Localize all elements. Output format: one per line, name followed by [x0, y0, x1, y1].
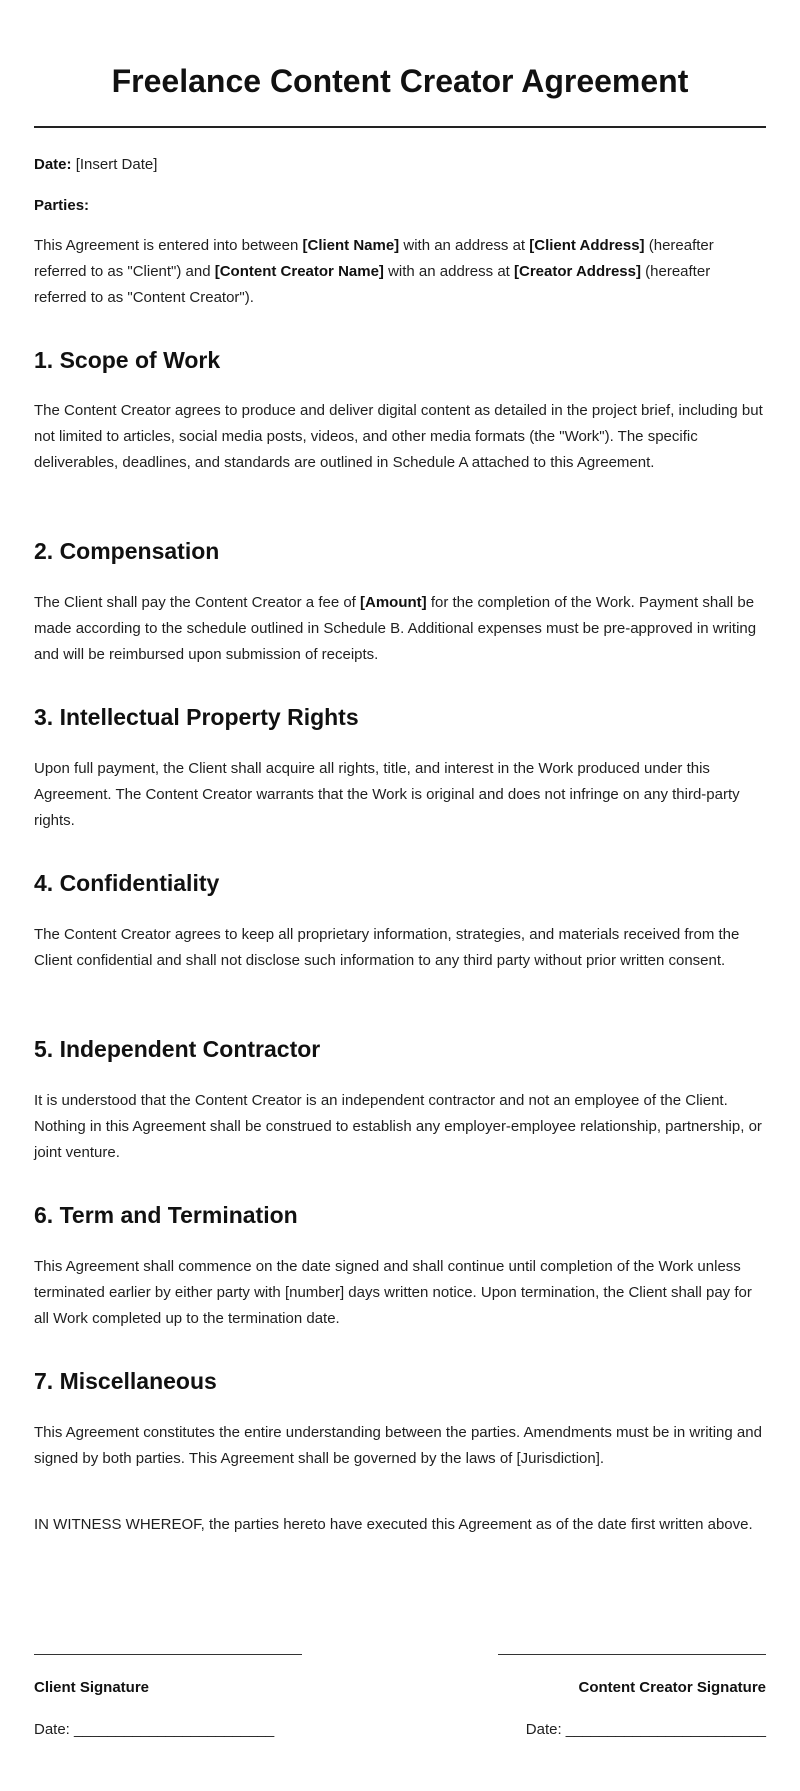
section-1-body: The Content Creator agrees to produce and deliver digital content as detailed in the project brief, including but not limited to articles, social media posts, videos, and other media formats (the "Work"). The specific deliverables, deadlines, and standards are outlined in Schedule A attached to this Agreement. — [34, 402, 763, 471]
client-name: [Client Name] — [302, 237, 400, 254]
witness-paragraph: IN WITNESS WHEREOF, the parties hereto have executed this Agreement as of the date first written above. — [34, 1516, 753, 1533]
client-date-line: Date: ________________________ — [34, 1721, 275, 1738]
section-6-body: This Agreement shall commence on the date signed and shall continue until completion of the Work unless terminated earlier by either party with [number] days written notice. Upon termination, the Client shall pay for all Work completed up to the termination date. — [34, 1258, 752, 1327]
section-5-heading: 5. Independent Contractor — [34, 1036, 321, 1062]
creator-date-line: Date: ________________________ — [525, 1721, 766, 1738]
client-signature-label: Client Signature — [34, 1679, 150, 1696]
parties-text: (hereafter referred to as "Content Creator"). — [34, 263, 711, 306]
amount-placeholder: [Amount] — [360, 594, 427, 611]
section-4-heading: 4. Confidentiality — [34, 870, 220, 896]
parties-label: Parties: — [34, 197, 90, 214]
section-1-heading: 1. Scope of Work — [34, 347, 221, 373]
title-divider — [34, 126, 766, 128]
section-2-text: The Client shall pay the Content Creator a fee of — [34, 594, 361, 611]
section-2-heading: 2. Compensation — [34, 538, 220, 564]
parties-text: with an address at — [399, 237, 530, 254]
client-signature-line — [34, 1654, 302, 1655]
section-2-body — [34, 590, 766, 668]
section-4-body: The Content Creator agrees to keep all proprietary information, strategies, and materials received from the Client confidential and shall not disclose such information to any third party without prior written consent. — [34, 926, 740, 969]
parties-text: This Agreement is entered into between — [34, 237, 303, 254]
section-3-body: Upon full payment, the Client shall acquire all rights, title, and interest in the Work produced under this Agreement. The Content Creator warrants that the Work is original and does not infringe on any third-party rights. — [34, 760, 740, 829]
section-7-body: This Agreement constitutes the entire understanding between the parties. Amendments must be in writing and signed by both parties. This Agreement shall be governed by the laws of [Jurisdiction]. — [34, 1424, 762, 1467]
section-7-heading: 7. Miscellaneous — [34, 1368, 217, 1394]
parties-paragraph — [34, 233, 766, 311]
creator-signature-label: Content Creator Signature — [578, 1679, 766, 1696]
creator-name: [Content Creator Name] — [214, 263, 384, 280]
parties-heading — [34, 193, 766, 219]
section-5-body: It is understood that the Content Creator is an independent contractor and not an employee of the Client. Nothing in this Agreement shall be construed to establish any employer-employee relationship, partnership, or joint venture. — [34, 1092, 762, 1161]
creator-address: [Creator Address] — [514, 263, 641, 280]
client-address: [Client Address] — [529, 237, 645, 254]
section-2-text: for the completion of the Work. Payment shall be made according to the schedule outlined in Schedule B. Additional expenses must be pre-approved in writing and will be reimbursed upon submission of receipts. — [34, 594, 757, 663]
parties-text: with an address at — [383, 263, 514, 280]
section-6-heading: 6. Term and Termination — [34, 1202, 298, 1228]
date-label: Date: — [34, 156, 72, 173]
date-line — [34, 152, 766, 178]
section-3-heading: 3. Intellectual Property Rights — [34, 704, 359, 730]
document-title: Freelance Content Creator Agreement — [111, 63, 689, 99]
creator-signature-line — [498, 1654, 766, 1655]
date-value: [Insert Date] — [75, 156, 158, 173]
parties-text: (hereafter referred to as "Client") and — [34, 237, 714, 280]
